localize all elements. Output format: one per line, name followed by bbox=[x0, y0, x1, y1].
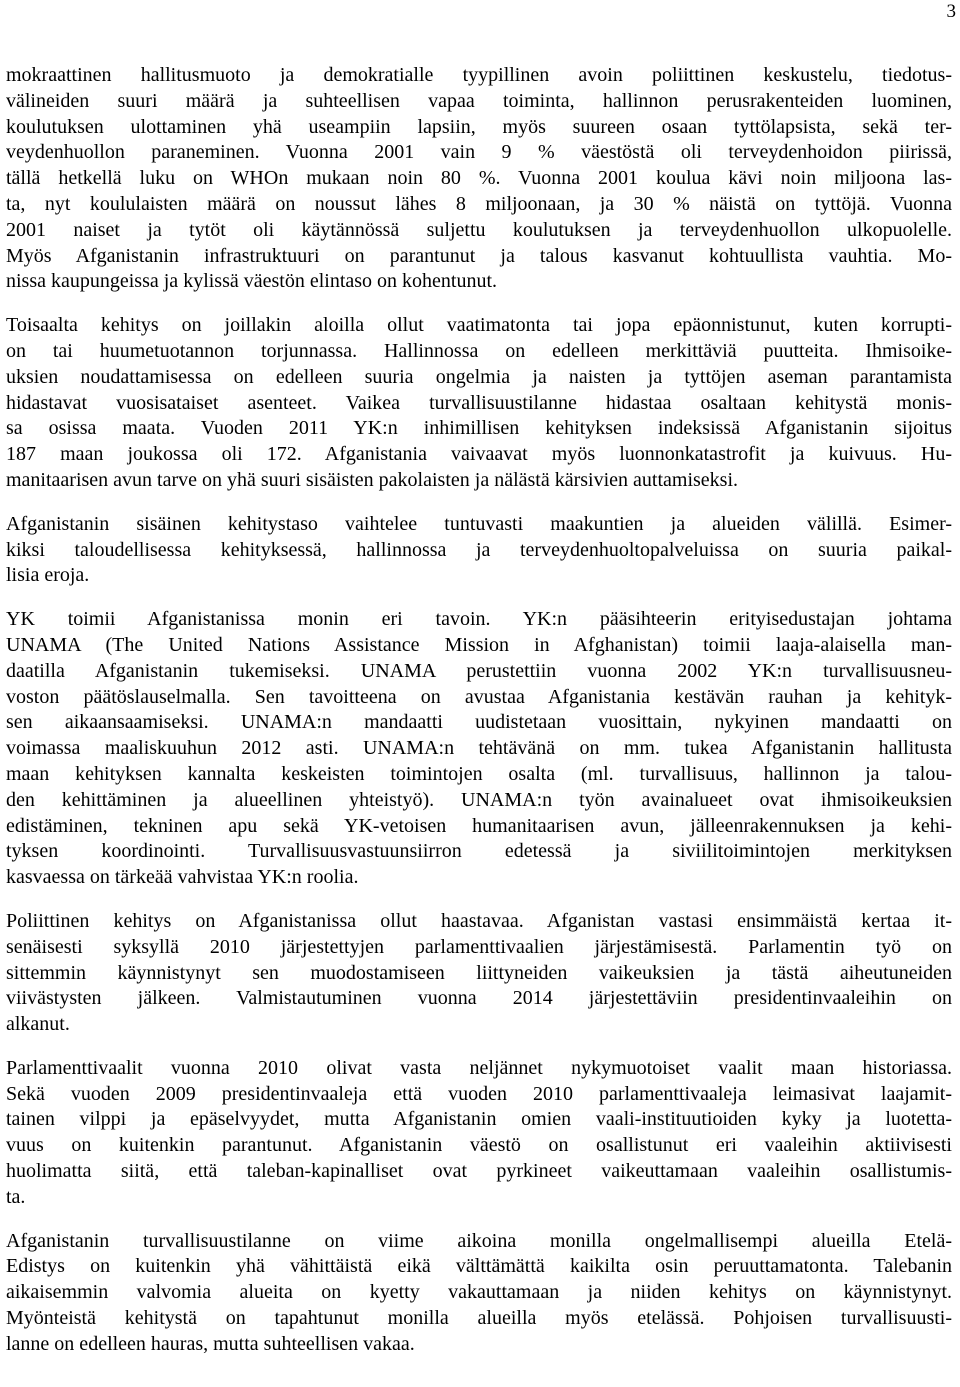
text-line: huolimatta siitä, että taleban-kapinalliset ovat pyrkineet vaikeuttamaan vaaleihin osallistumis- bbox=[6, 1160, 952, 1183]
paragraph bbox=[6, 607, 952, 891]
text-line: ta. bbox=[6, 1185, 26, 1208]
text-line: sittemmin käynnistynyt sen muodostamiseen liittyneiden vaikeuksien ja tästä aiheutuneiden bbox=[6, 961, 952, 984]
text-line: Poliittinen kehitys on Afganistanissa ollut haastavaa. Afganistan vastasi ensimmäistä kertaa it- bbox=[6, 909, 952, 932]
paragraph bbox=[6, 63, 952, 295]
text-line: veydenhuollon paraneminen. Vuonna 2001 vain 9 % väestöstä oli terveydenhoidon piirissä, bbox=[6, 141, 952, 164]
paragraph bbox=[6, 909, 952, 1038]
text-line: tainen vilppi ja epäselvyydet, mutta Afganistanin omien vaali-instituutioiden kyky ja luotetta- bbox=[6, 1108, 952, 1131]
text-line: vuus on kuitenkin parantunut. Afganistanin väestö on osallistunut eri vaaleihin aktiivisesti bbox=[6, 1134, 952, 1157]
text-line: manitaarisen avun tarve on yhä suuri sisäisten pakolaisten ja nälästä kärsivien auttamiseksi. bbox=[6, 468, 739, 491]
text-line: Myönteistä kehitystä on tapahtunut monilla alueilla myös etelässä. Pohjoisen turvallisuusti- bbox=[6, 1307, 952, 1330]
text-line: senäisesti syksyllä 2010 järjestettyjen parlamenttivaalien järjestämisestä. Parlamentin työ on bbox=[6, 935, 952, 958]
text-line: Parlamenttivaalit vuonna 2010 olivat vasta neljännet nykymuotoiset vaalit maan historiassa. bbox=[6, 1056, 952, 1079]
text-line: alkanut. bbox=[6, 1013, 70, 1036]
paragraph bbox=[6, 512, 952, 589]
text-line: hidastavat vuosisataiset asenteet. Vaikea turvallisuustilanne hidastaa osaltaan kehitystä monis- bbox=[6, 391, 952, 414]
text-line: Myös Afganistanin infrastruktuuri on parantunut ja talous kasvanut kohtuullista vauhtia. Mo- bbox=[6, 244, 952, 267]
text-line: 2001 naiset ja tytöt oli käytännössä suljettu koulutuksen ja terveydenhuollon ulkopuolelle. bbox=[6, 218, 952, 241]
paragraph bbox=[6, 313, 952, 494]
text-line: viivästysten jälkeen. Valmistautuminen vuonna 2014 järjestettäviin presidentinvaaleihin on bbox=[6, 987, 952, 1010]
text-line: Toisaalta kehitys on joillakin aloilla ollut vaatimatonta tai jopa epäonnistunut, kuten korrupti- bbox=[6, 314, 952, 337]
text-line: sa osissa maata. Vuoden 2011 YK:n inhimillisen kehityksen indeksissä Afganistanin sijoitus bbox=[6, 417, 952, 440]
text-line: sen aikaansaamiseksi. UNAMA:n mandaatti uudistetaan vuosittain, nykyinen mandaatti on bbox=[6, 711, 952, 734]
text-line: Sekä vuoden 2009 presidentinvaaleja että vuoden 2010 parlamenttivaaleja leimasivat laajamit- bbox=[6, 1082, 952, 1105]
text-line: nissa kaupungeissa ja kylissä väestön elintaso on kohentunut. bbox=[6, 270, 498, 293]
text-line: maan kehityksen kannalta keskeisten toimintojen osalta (ml. turvallisuus, hallinnon ja talou- bbox=[6, 762, 952, 785]
text-line: koulutuksen ulottaminen yhä useampiin lapsiin, myös suureen osaan tyttölapsista, sekä ter- bbox=[6, 115, 952, 138]
text-line: mokraattinen hallitusmuoto ja demokratialle tyypillinen avoin poliittinen keskustelu, tiedotus- bbox=[6, 64, 952, 86]
text-line: voston päätöslauselmalla. Sen tavoitteena on avustaa Afganistania kestävän rauhan ja kehityk- bbox=[6, 685, 952, 708]
text-line: voimassa maaliskuuhun 2012 asti. UNAMA:n tehtävänä on mm. tukea Afganistanin hallitusta bbox=[6, 737, 952, 760]
text-line: lisia eroja. bbox=[6, 564, 90, 587]
text-line: 187 maan joukossa oli 172. Afganistania vaivaavat myös luonnonkatastrofit ja kuivuus. Hu- bbox=[6, 443, 952, 466]
paragraph bbox=[6, 1229, 952, 1358]
text-line: kiksi taloudellisessa kehityksessä, hallinnossa ja terveydenhuoltopalveluissa on suuria paikal- bbox=[6, 538, 952, 561]
paragraph bbox=[6, 1056, 952, 1211]
text-line: den kehittäminen ja alueellinen yhteistyö). UNAMA:n työn avainalueet ovat ihmisoikeuksien bbox=[6, 788, 952, 811]
text-line: on tai huumetuotannon torjunnassa. Hallinnossa on edelleen merkittäviä puutteita. Ihmisoike- bbox=[6, 339, 952, 362]
text-line: tyksen koordinointi. Turvallisuusvastuunsiirron edetessä ja siviilitoimintojen merkityksen bbox=[6, 840, 952, 863]
text-line: tällä hetkellä luku on WHOn mukaan noin 80 %. Vuonna 2001 koulua kävi noin miljoona las- bbox=[6, 167, 952, 190]
text-line: ta, nyt koululaisten määrä on noussut lähes 8 miljoonaan, ja 30 % näistä on tyttöjä. Vuonna bbox=[6, 192, 952, 215]
text-line: uksien noudattamisessa on edelleen suuria ongelmia ja naisten ja tyttöjen aseman parantamista bbox=[6, 365, 952, 388]
text-line: kasvaessa on tärkeää vahvistaa YK:n roolia. bbox=[6, 866, 359, 889]
text-line: YK toimii Afganistanissa monin eri tavoin. YK:n pääsihteerin erityisedustajan johtama bbox=[6, 608, 952, 631]
document-body bbox=[6, 63, 952, 1376]
text-line: välineiden suuri määrä ja suhteellisen vapaa toiminta, hallinnon perusrakenteiden luominen, bbox=[6, 89, 952, 112]
text-line: daatilla Afganistanin tukemiseksi. UNAMA perustettiin vuonna 2002 YK:n turvallisuusneu- bbox=[6, 659, 952, 682]
text-line: edistäminen, tekninen apu sekä YK-vetoisen humanitaarisen avun, jälleenrakennuksen ja kehi- bbox=[6, 814, 952, 837]
text-line: Edistys on kuitenkin yhä vähittäistä eikä välttämättä kaikilta osin peruuttamatonta. Talebanin bbox=[6, 1255, 952, 1278]
text-line: Afganistanin sisäinen kehitystaso vaihtelee tuntuvasti maakuntien ja alueiden välillä. Esimer- bbox=[6, 512, 952, 535]
text-line: lanne on edelleen hauras, mutta suhteellisen vakaa. bbox=[6, 1332, 415, 1355]
page-number: 3 bbox=[946, 1, 956, 22]
text-line: Afganistanin turvallisuustilanne on viime aikoina monilla ongelmallisempi alueilla Etelä- bbox=[6, 1229, 952, 1252]
text-line: aikaisemmin valvomia alueita on kyetty vakauttamaan ja niiden kehitys on käynnistynyt. bbox=[6, 1281, 952, 1304]
text-line: UNAMA (The United Nations Assistance Mission in Afghanistan) toimii laaja-alaisella man- bbox=[6, 633, 952, 656]
